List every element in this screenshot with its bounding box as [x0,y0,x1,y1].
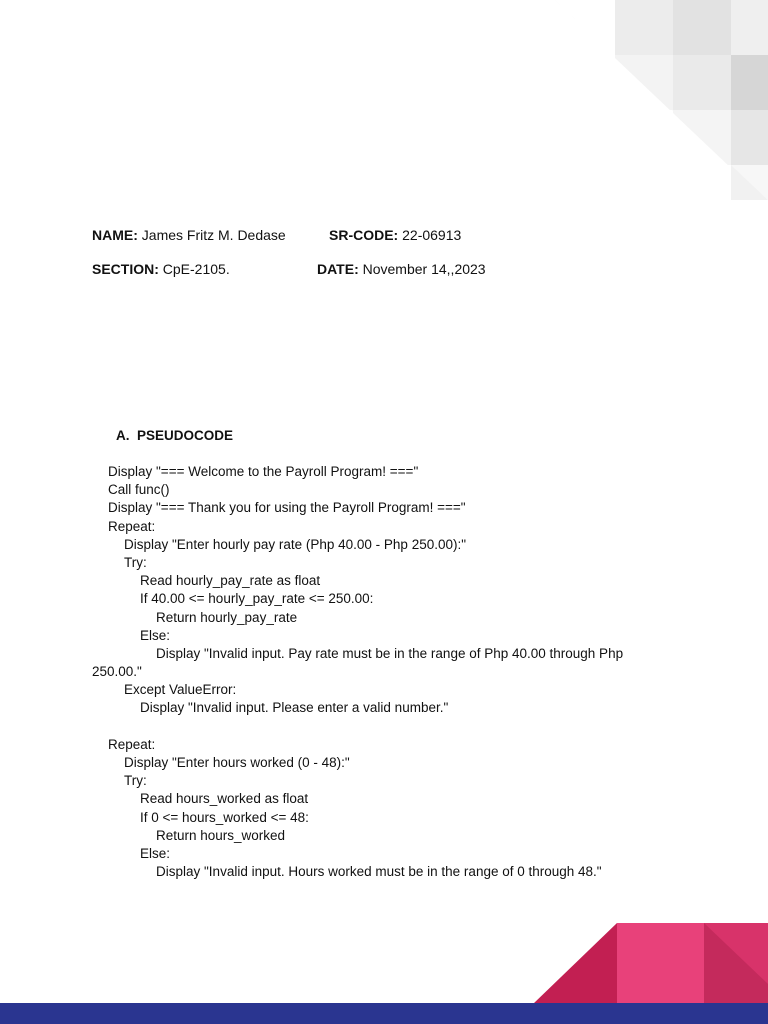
section-label: SECTION: [92,261,159,277]
section-title: PSEUDOCODE [137,428,234,443]
code-line: Display "=== Welcome to the Payroll Program! ===" [108,464,419,479]
code-line: Display "Invalid input. Please enter a valid number." [140,700,449,716]
code-line: Display "Enter hours worked (0 - 48):" [124,755,350,770]
code-line: Display "=== Thank you for using the Payroll Program! ===" [108,500,466,516]
sr-code [329,227,461,243]
date-value: November 14,,2023 [362,261,486,277]
code-line: Return hours_worked [156,827,286,843]
code-line: Display "Enter hourly pay rate (Php 40.00 - Php 250.00):" [124,536,467,552]
code-line: Read hourly_pay_rate as float [140,573,321,589]
code-line: If 40.00 <= hourly_pay_rate <= 250.00: [140,591,374,607]
date-label: DATE: [317,261,359,277]
pseudocode-block [92,463,624,881]
code-line: Call func() [108,482,170,498]
section-value: CpE-2105. [162,261,230,277]
code-line: Read hours_worked as float [140,791,309,807]
footer-bar [0,1003,768,1024]
code-line [108,718,623,736]
date [317,261,486,277]
code-line: Display "Invalid input. Pay rate must be in the range of Php 40.00 through Php [156,645,624,661]
section-marker: A. [116,428,130,443]
code-line: Try: [124,773,147,789]
name-label: NAME: [92,227,138,243]
code-line: Repeat: [108,736,156,752]
code-line: Try: [124,554,147,570]
student-name [92,227,286,243]
code-line: Else: [140,845,171,861]
code-line: Else: [140,627,171,643]
code-line: If 0 <= hours_worked <= 48: [140,809,309,825]
code-line: 250.00." [92,664,142,680]
code-line: Repeat: [108,518,156,534]
srcode-label: SR-CODE: [329,227,399,243]
code-line: Return hourly_pay_rate [156,609,298,625]
section-heading [116,428,233,443]
section [92,261,230,277]
name-value: James Fritz M. Dedase [141,227,286,243]
code-line: Except ValueError: [124,682,237,698]
code-line: Display "Invalid input. Hours worked must be in the range of 0 through 48." [156,864,602,880]
srcode-value: 22-06913 [402,227,462,243]
